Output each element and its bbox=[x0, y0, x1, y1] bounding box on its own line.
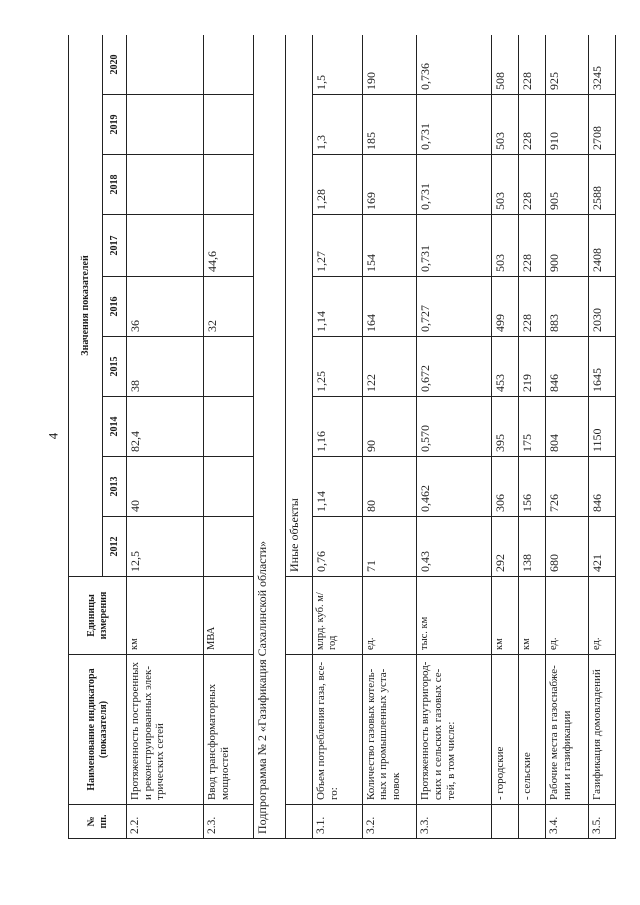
value-cell-2020: 0,736 bbox=[417, 35, 491, 95]
value-cell-2014: 1150 bbox=[588, 397, 615, 457]
value-cell-2014: 0,570 bbox=[417, 397, 491, 457]
value-cell-2013: 846 bbox=[588, 457, 615, 517]
value-cell-2013: 40 bbox=[127, 457, 204, 517]
value-cell-2019: 185 bbox=[362, 95, 417, 155]
value-cell-2017: 0,731 bbox=[417, 215, 491, 277]
indicator-name: Количество газовых котель-ных и промышленных уста-новок bbox=[362, 655, 417, 805]
unit: МВА bbox=[203, 577, 253, 655]
table-row bbox=[362, 35, 417, 839]
row-number: 3.2. bbox=[362, 805, 417, 839]
value-cell-2018: 1,28 bbox=[313, 155, 363, 215]
header-unit: Единицы измерения bbox=[69, 577, 127, 655]
value-cell-2020: 1,5 bbox=[313, 35, 363, 95]
value-cell-2014: 82,4 bbox=[127, 397, 204, 457]
other-objects-title: Иные объекты bbox=[285, 35, 312, 577]
section-blank-cell bbox=[285, 577, 312, 655]
value-cell-2017: 900 bbox=[546, 215, 588, 277]
table-row bbox=[417, 35, 491, 839]
subprogram-section bbox=[253, 35, 313, 839]
unit: км bbox=[491, 577, 518, 655]
year-header-2017: 2017 bbox=[103, 215, 127, 277]
indicator-name: Ввод трансформаторных мощностей bbox=[203, 655, 253, 805]
value-cell-2019: 228 bbox=[519, 95, 546, 155]
unit: млрд. куб. м/год bbox=[313, 577, 363, 655]
page-number: 4 bbox=[45, 432, 61, 440]
row-number: 3.1. bbox=[313, 805, 363, 839]
value-cell-2013: 726 bbox=[546, 457, 588, 517]
value-cell-2016: 883 bbox=[546, 277, 588, 337]
value-cell-2012 bbox=[203, 517, 253, 577]
indicator-name: - городские bbox=[491, 655, 518, 805]
row-number bbox=[519, 805, 546, 839]
value-cell-2019: 2708 bbox=[588, 95, 615, 155]
value-cell-2012: 138 bbox=[519, 517, 546, 577]
header-indicator-name: Наименование индикатора (показателя) bbox=[69, 655, 127, 805]
section-blank-cell bbox=[285, 655, 312, 805]
indicator-name: Протяженность построенных и реконструированных элек-трических сетей bbox=[127, 655, 204, 805]
value-cell-2014 bbox=[203, 397, 253, 457]
year-header-2019: 2019 bbox=[103, 95, 127, 155]
value-cell-2018: 169 bbox=[362, 155, 417, 215]
table-row bbox=[491, 35, 518, 839]
indicator-name: Рабочие места в газоснабже-нии и газификации bbox=[546, 655, 588, 805]
value-cell-2020: 190 bbox=[362, 35, 417, 95]
row-number: 2.2. bbox=[127, 805, 204, 839]
table-row bbox=[588, 35, 615, 839]
value-cell-2015: 1645 bbox=[588, 337, 615, 397]
table-body-bottom bbox=[313, 35, 616, 839]
value-cell-2019: 503 bbox=[491, 95, 518, 155]
value-cell-2014: 395 bbox=[491, 397, 518, 457]
value-cell-2017: 503 bbox=[491, 215, 518, 277]
subprogram-title: Подпрограмма № 2 «Газификация Сахалинской области» bbox=[253, 35, 285, 839]
value-cell-2012: 292 bbox=[491, 517, 518, 577]
value-cell-2018: 503 bbox=[491, 155, 518, 215]
value-cell-2012: 0,43 bbox=[417, 517, 491, 577]
value-cell-2016: 1,14 bbox=[313, 277, 363, 337]
value-cell-2013: 1,14 bbox=[313, 457, 363, 517]
table-row bbox=[546, 35, 588, 839]
unit: ед. bbox=[362, 577, 417, 655]
value-cell-2013 bbox=[203, 457, 253, 517]
value-cell-2012: 71 bbox=[362, 517, 417, 577]
row-number: 2.3. bbox=[203, 805, 253, 839]
rotated-table-stage bbox=[68, 35, 616, 839]
value-cell-2015: 38 bbox=[127, 337, 204, 397]
value-cell-2016: 36 bbox=[127, 277, 204, 337]
value-cell-2020: 925 bbox=[546, 35, 588, 95]
year-header-2015: 2015 bbox=[103, 337, 127, 397]
value-cell-2020 bbox=[127, 35, 204, 95]
value-cell-2015: 0,672 bbox=[417, 337, 491, 397]
unit: км bbox=[519, 577, 546, 655]
table-row bbox=[203, 35, 253, 839]
value-cell-2014: 1,16 bbox=[313, 397, 363, 457]
unit: ед. bbox=[546, 577, 588, 655]
header-number: № пп. bbox=[69, 805, 127, 839]
indicator-name: - сельские bbox=[519, 655, 546, 805]
indicator-name: Протяженность внутригород-ских и сельских газовых се-тей, в том числе: bbox=[417, 655, 491, 805]
value-cell-2016: 0,727 bbox=[417, 277, 491, 337]
value-cell-2020 bbox=[203, 35, 253, 95]
value-cell-2017: 44,6 bbox=[203, 215, 253, 277]
value-cell-2019: 0,731 bbox=[417, 95, 491, 155]
table-row bbox=[127, 35, 204, 839]
value-cell-2019 bbox=[203, 95, 253, 155]
value-cell-2017 bbox=[127, 215, 204, 277]
value-cell-2017: 228 bbox=[519, 215, 546, 277]
row-number: 3.4. bbox=[546, 805, 588, 839]
value-cell-2012: 0,76 bbox=[313, 517, 363, 577]
value-cell-2019 bbox=[127, 95, 204, 155]
value-cell-2018: 2588 bbox=[588, 155, 615, 215]
year-header-2014: 2014 bbox=[103, 397, 127, 457]
year-header-2012: 2012 bbox=[103, 517, 127, 577]
value-cell-2014: 90 bbox=[362, 397, 417, 457]
row-number bbox=[491, 805, 518, 839]
value-cell-2017: 154 bbox=[362, 215, 417, 277]
table-row bbox=[519, 35, 546, 839]
value-cell-2016: 228 bbox=[519, 277, 546, 337]
value-cell-2020: 228 bbox=[519, 35, 546, 95]
value-cell-2019: 1,3 bbox=[313, 95, 363, 155]
value-cell-2015: 219 bbox=[519, 337, 546, 397]
row-number: 3.3. bbox=[417, 805, 491, 839]
value-cell-2019: 910 bbox=[546, 95, 588, 155]
year-header-2016: 2016 bbox=[103, 277, 127, 337]
value-cell-2016: 2030 bbox=[588, 277, 615, 337]
row-number: 3.5. bbox=[588, 805, 615, 839]
value-cell-2017: 1,27 bbox=[313, 215, 363, 277]
table-header bbox=[69, 35, 127, 839]
value-cell-2012: 680 bbox=[546, 517, 588, 577]
value-cell-2012: 12,5 bbox=[127, 517, 204, 577]
value-cell-2015: 1,25 bbox=[313, 337, 363, 397]
value-cell-2020: 508 bbox=[491, 35, 518, 95]
value-cell-2013: 80 bbox=[362, 457, 417, 517]
year-header-2018: 2018 bbox=[103, 155, 127, 215]
value-cell-2018 bbox=[203, 155, 253, 215]
value-cell-2014: 175 bbox=[519, 397, 546, 457]
unit: км bbox=[127, 577, 204, 655]
header-values: Значения показателей bbox=[69, 35, 103, 577]
section-blank-cell bbox=[285, 805, 312, 839]
indicator-name: Газификация домовладений bbox=[588, 655, 615, 805]
value-cell-2018 bbox=[127, 155, 204, 215]
value-cell-2013: 306 bbox=[491, 457, 518, 517]
value-cell-2018: 228 bbox=[519, 155, 546, 215]
year-header-2020: 2020 bbox=[103, 35, 127, 95]
value-cell-2018: 0,731 bbox=[417, 155, 491, 215]
value-cell-2018: 905 bbox=[546, 155, 588, 215]
value-cell-2015 bbox=[203, 337, 253, 397]
year-header-2013: 2013 bbox=[103, 457, 127, 517]
value-cell-2013: 0,462 bbox=[417, 457, 491, 517]
value-cell-2016: 32 bbox=[203, 277, 253, 337]
unit: тыс. км bbox=[417, 577, 491, 655]
rotated-page-area bbox=[68, 35, 616, 839]
value-cell-2015: 846 bbox=[546, 337, 588, 397]
value-cell-2013: 156 bbox=[519, 457, 546, 517]
value-cell-2015: 122 bbox=[362, 337, 417, 397]
table-body-top bbox=[127, 35, 254, 839]
value-cell-2017: 2408 bbox=[588, 215, 615, 277]
value-cell-2016: 164 bbox=[362, 277, 417, 337]
value-cell-2012: 421 bbox=[588, 517, 615, 577]
value-cell-2016: 499 bbox=[491, 277, 518, 337]
indicator-name: Объем потребления газа, все-го: bbox=[313, 655, 363, 805]
indicators-table bbox=[68, 35, 616, 839]
unit: ед. bbox=[588, 577, 615, 655]
value-cell-2015: 453 bbox=[491, 337, 518, 397]
table-row bbox=[313, 35, 363, 839]
value-cell-2020: 3245 bbox=[588, 35, 615, 95]
value-cell-2014: 804 bbox=[546, 397, 588, 457]
